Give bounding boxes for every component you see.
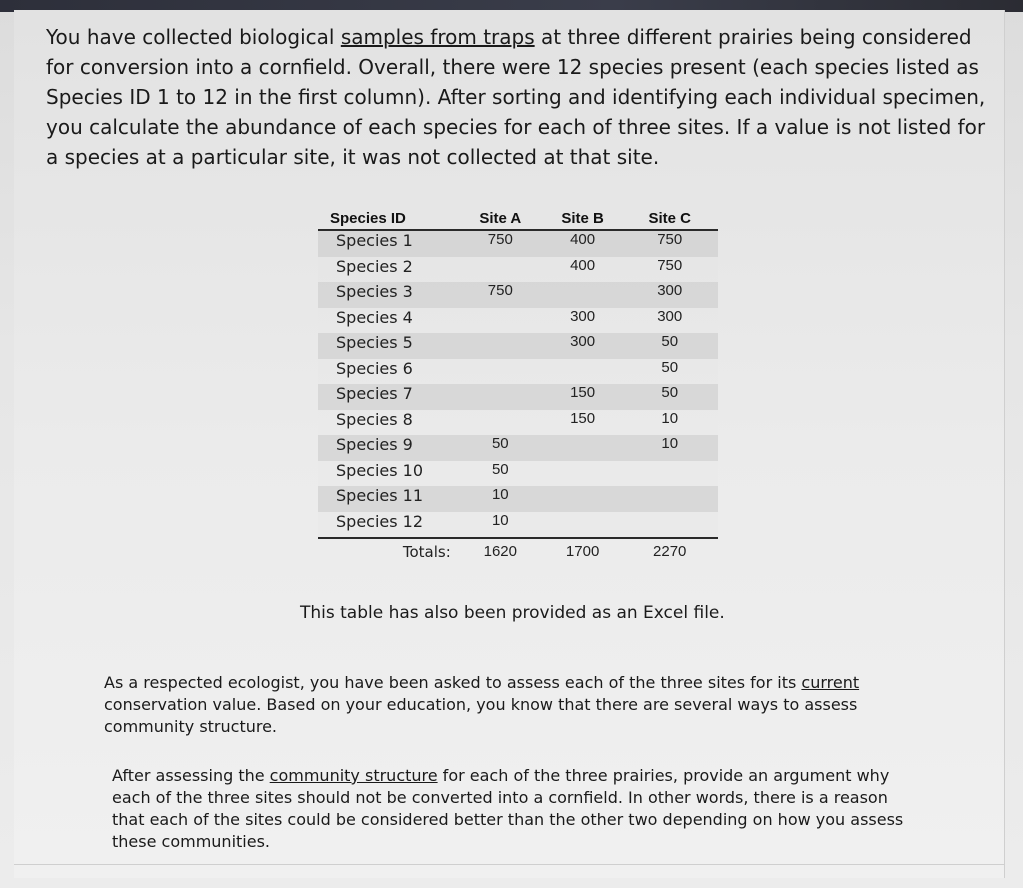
site-b-cell: 300 <box>544 333 622 359</box>
site-b-cell: 400 <box>544 257 622 283</box>
site-b-cell <box>544 461 622 487</box>
assessment-text-start: As a respected ecologist, you have been asked to assess each of the three sites for its <box>104 673 802 692</box>
table-row <box>318 435 718 461</box>
table-row <box>318 257 718 283</box>
header-site-c: Site C <box>621 206 718 230</box>
site-c-cell <box>621 461 718 487</box>
table-row <box>318 486 718 512</box>
intro-paragraph <box>46 22 986 172</box>
species-id-cell: Species 11 <box>318 486 457 512</box>
site-c-cell: 750 <box>621 257 718 283</box>
header-site-a: Site A <box>457 206 544 230</box>
site-a-cell: 10 <box>457 512 544 539</box>
argument-underlined-text: community structure <box>269 766 438 785</box>
totals-row <box>318 538 718 569</box>
site-a-cell <box>457 410 544 436</box>
site-a-cell <box>457 308 544 334</box>
intro-text-start: You have collected biological <box>46 25 341 49</box>
table-body <box>318 230 718 538</box>
header-site-b: Site B <box>544 206 622 230</box>
site-b-cell: 400 <box>544 230 622 257</box>
species-id-cell: Species 6 <box>318 359 457 385</box>
table-row <box>318 410 718 436</box>
site-b-cell <box>544 512 622 539</box>
table-row <box>318 230 718 257</box>
species-id-cell: Species 7 <box>318 384 457 410</box>
argument-paragraph <box>112 765 912 853</box>
header-species-id: Species ID <box>318 206 457 230</box>
table-row <box>318 308 718 334</box>
site-a-cell: 50 <box>457 461 544 487</box>
species-id-cell: Species 2 <box>318 257 457 283</box>
site-a-cell: 10 <box>457 486 544 512</box>
site-a-cell: 750 <box>457 282 544 308</box>
species-id-cell: Species 9 <box>318 435 457 461</box>
intro-underlined-text: samples from traps <box>340 25 535 49</box>
species-id-cell: Species 8 <box>318 410 457 436</box>
site-c-cell: 10 <box>621 435 718 461</box>
total-site-c: 2270 <box>653 543 687 560</box>
table-row <box>318 512 718 539</box>
site-b-cell <box>544 359 622 385</box>
argument-text-start: After assessing the <box>112 766 270 785</box>
site-a-cell <box>457 257 544 283</box>
site-b-cell <box>544 486 622 512</box>
site-b-cell: 150 <box>544 410 622 436</box>
species-id-cell: Species 1 <box>318 230 457 257</box>
assessment-text-end: conservation value. Based on your education, you know that there are several ways to assess community structure. <box>104 695 858 736</box>
site-a-cell <box>457 359 544 385</box>
intro-text-end: at three different prairies being considered for conversion into a cornfield. Overall, there were 12 species present (each species listed as Species ID 1 to 12 in the first column). After sorting and identifying each individual specimen, you calculate the abundance of each species for each of three sites. If a value is not listed for a species at a particular site, it was not collected at that site. <box>46 25 986 169</box>
assessment-underlined-text: current <box>801 673 860 692</box>
site-c-cell: 300 <box>621 282 718 308</box>
site-b-cell <box>544 435 622 461</box>
table-row <box>318 333 718 359</box>
totals-label: Totals: <box>402 543 451 561</box>
site-c-cell <box>621 512 718 539</box>
excel-file-note: This table has also been provided as an Excel file. <box>300 603 725 623</box>
site-c-cell: 750 <box>621 230 718 257</box>
argument-text-end: for each of the three prairies, provide an argument why each of the three sites should not be converted into a cornfield. In other words, there is a reason that each of the sites could be considered better than the other two depending on how you assess these communities. <box>112 766 904 851</box>
site-b-cell <box>544 282 622 308</box>
assessment-paragraph <box>104 672 904 738</box>
species-id-cell: Species 12 <box>318 512 457 539</box>
table-row <box>318 384 718 410</box>
site-c-cell: 10 <box>621 410 718 436</box>
species-id-cell: Species 4 <box>318 308 457 334</box>
site-c-cell: 50 <box>621 384 718 410</box>
total-site-a: 1620 <box>483 543 517 560</box>
species-id-cell: Species 10 <box>318 461 457 487</box>
species-id-cell: Species 3 <box>318 282 457 308</box>
page-bottom-divider <box>14 864 1004 865</box>
site-a-cell <box>457 384 544 410</box>
total-site-b: 1700 <box>565 543 600 560</box>
site-c-cell: 300 <box>621 308 718 334</box>
species-abundance-table <box>318 206 718 569</box>
site-c-cell: 50 <box>621 333 718 359</box>
site-b-cell: 300 <box>544 308 622 334</box>
site-a-cell: 750 <box>457 230 544 257</box>
site-b-cell: 150 <box>544 384 622 410</box>
species-id-cell: Species 5 <box>318 333 457 359</box>
site-a-cell <box>457 333 544 359</box>
site-c-cell: 50 <box>621 359 718 385</box>
site-c-cell <box>621 486 718 512</box>
table-row <box>318 282 718 308</box>
table-row <box>318 461 718 487</box>
table-header-row <box>318 206 718 230</box>
table-row <box>318 359 718 385</box>
species-table-container <box>318 206 718 569</box>
site-a-cell: 50 <box>457 435 544 461</box>
